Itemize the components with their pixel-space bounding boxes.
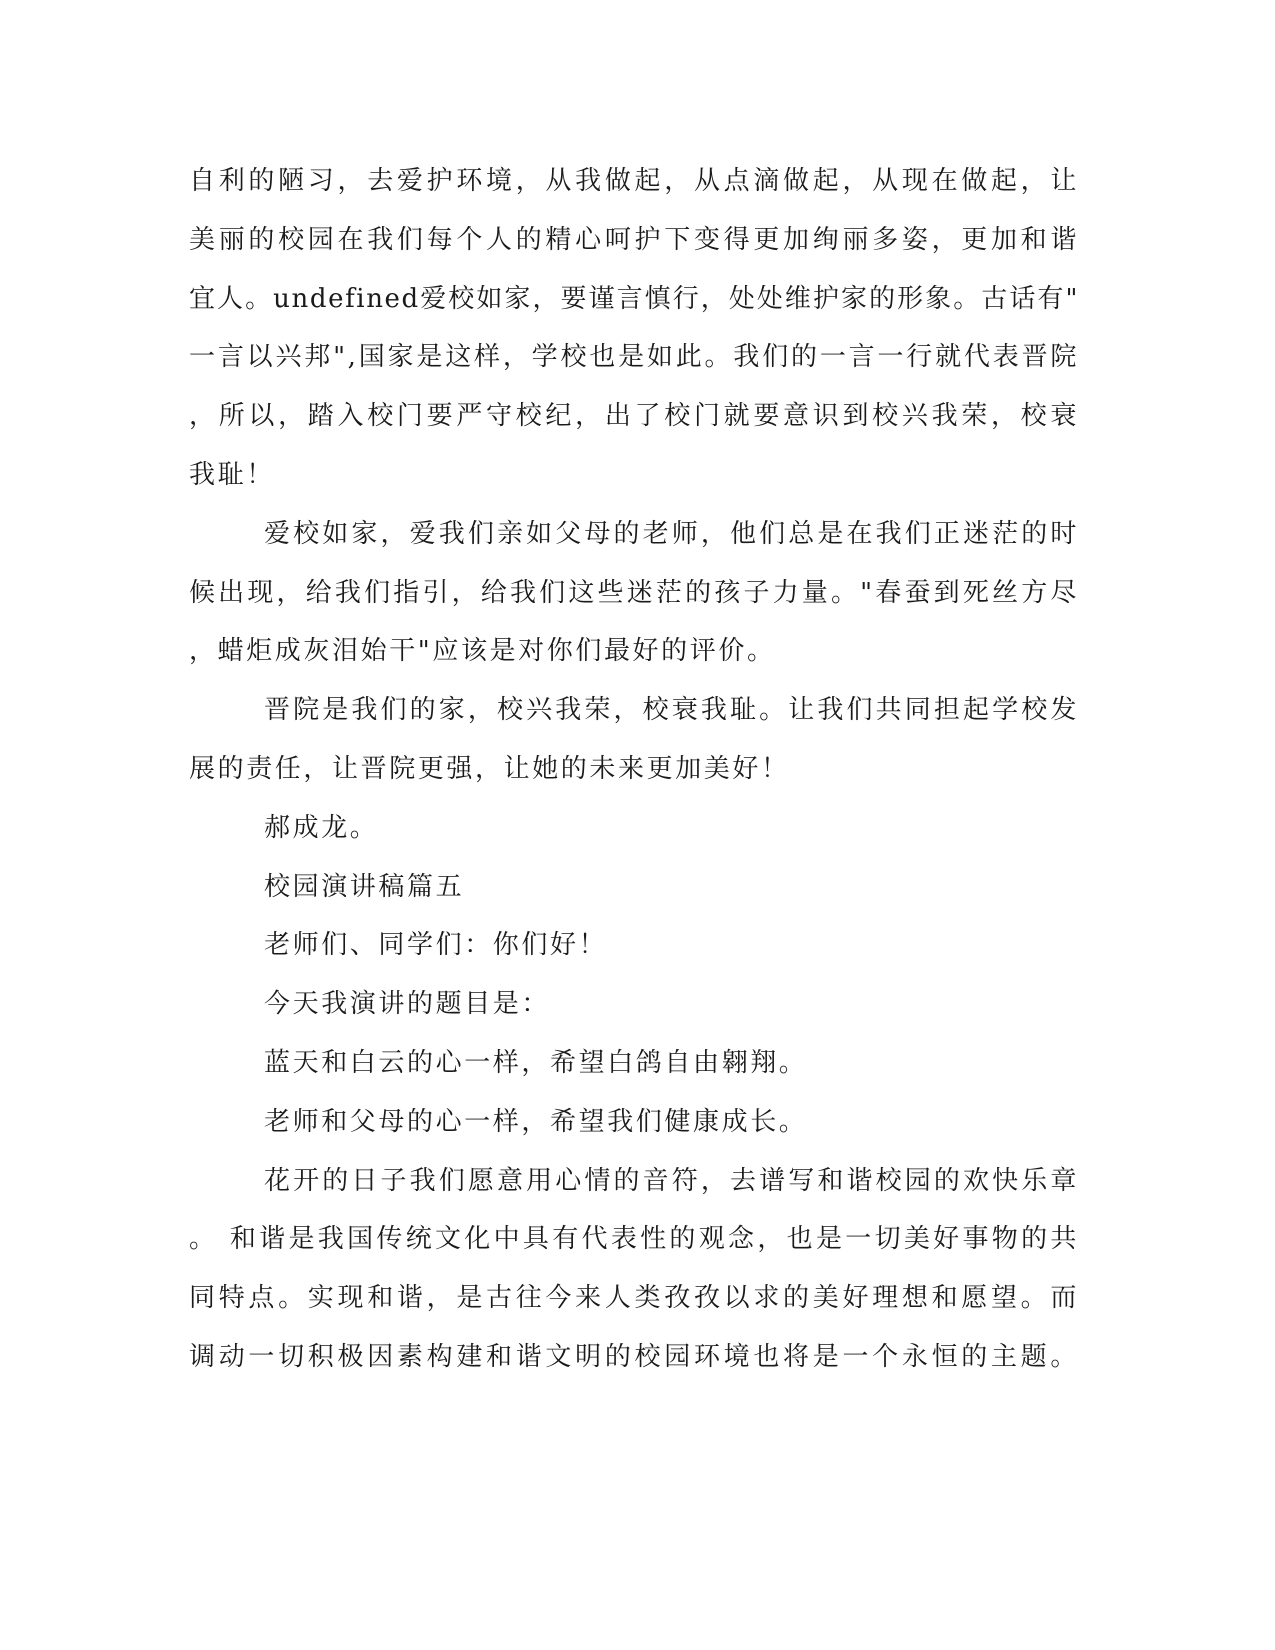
text-line: 同特点。实现和谐，是古往今来人类孜孜以求的美好理想和愿望。而	[189, 1283, 1079, 1313]
text-line: 一言以兴邦",国家是这样，学校也是如此。我们的一言一行就代表晋院	[189, 342, 1079, 372]
text-line: 花开的日子我们愿意用心情的音符，去谱写和谐校园的欢快乐章	[264, 1166, 1079, 1196]
text-line: 美丽的校园在我们每个人的精心呵护下变得更加绚丽多姿，更加和谐	[189, 225, 1079, 255]
greeting-line: 老师们、同学们：你们好！	[264, 930, 608, 960]
text-line: 宜人。undefined爱校如家，要谨言慎行，处处维护家的形象。古话有"	[189, 284, 1079, 314]
text-line: 展的责任，让晋院更强，让她的未来更加美好！	[189, 754, 790, 784]
text-line: 今天我演讲的题目是：	[264, 989, 551, 1019]
text-line: 。 和谐是我国传统文化中具有代表性的观念，也是一切美好事物的共	[189, 1224, 1079, 1254]
text-line: ，蜡炬成灰泪始干"应该是对你们最好的评价。	[189, 636, 776, 666]
text-line: 爱校如家，爱我们亲如父母的老师，他们总是在我们正迷茫的时	[264, 519, 1079, 549]
text-line: 自利的陋习，去爱护环境，从我做起，从点滴做起，从现在做起，让	[189, 166, 1079, 196]
signature-line: 郝成龙。	[264, 813, 379, 843]
section-heading: 校园演讲稿篇五	[264, 872, 465, 902]
text-line: 候出现，给我们指引，给我们这些迷茫的孩子力量。"春蚕到死丝方尽	[189, 578, 1079, 608]
text-line: 调动一切积极因素构建和谐文明的校园环境也将是一个永恒的主题。	[189, 1342, 1079, 1372]
text-line: 蓝天和白云的心一样，希望白鸽自由翱翔。	[264, 1048, 808, 1078]
text-line: 我耻！	[189, 460, 275, 490]
text-line: 晋院是我们的家，校兴我荣，校衰我耻。让我们共同担起学校发	[264, 695, 1079, 725]
text-line: ，所以，踏入校门要严守校纪，出了校门就要意识到校兴我荣，校衰	[189, 401, 1079, 431]
text-line: 老师和父母的心一样，希望我们健康成长。	[264, 1107, 808, 1137]
